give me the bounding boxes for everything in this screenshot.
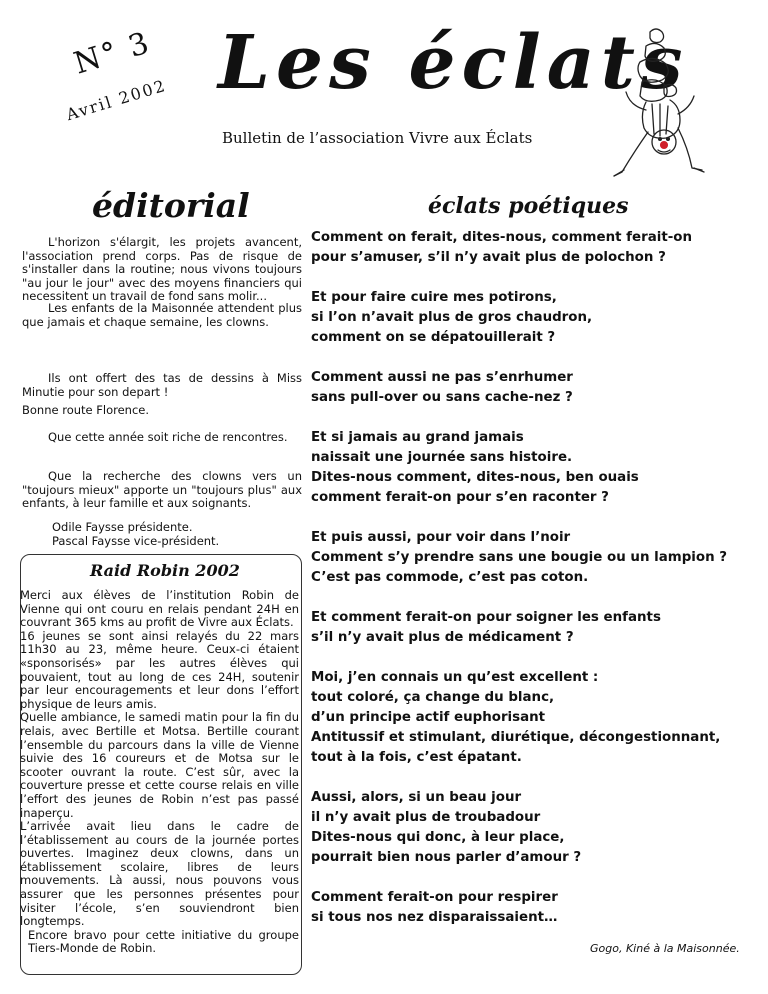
poem-line: tout coloré, ça change du blanc, <box>311 690 555 705</box>
poem-line: d’un principe actif euphorisant <box>311 710 546 725</box>
poem-line: Et comment ferait-on pour soigner les enfants <box>311 610 661 625</box>
raid-paragraph: Merci aux élèves de l’institution Robin de Vienne qui ont couru en relais pendant 24H en couvrant 365 kms au profit de Vivre aux Éclats. <box>20 588 299 630</box>
poem-line: s’il n’y avait plus de médicament ? <box>311 630 574 645</box>
editorial-paragraph: Que la recherche des clowns vers un "toujours mieux" apporte un "toujours plus" aux enfants, à leur famille et aux soignants. <box>22 469 302 511</box>
masthead-title: Les éclats <box>218 20 689 106</box>
clown-illustration <box>602 24 714 194</box>
poem-line: Comment aussi ne pas s’enrhumer <box>311 370 573 385</box>
editorial-heading: éditorial <box>92 186 250 225</box>
poem-stanza <box>311 228 761 268</box>
raid-paragraph: 16 jeunes se sont ainsi relayés du 22 mars 11h30 au 23, même heure. Ceux-ci étaient «sponsorisés» par les autres élèves qui pouvaient, tout au long de ces 24H, soutenir par leur encouragements et leur dons l’effort physique de leurs amis. <box>20 628 299 711</box>
poem-stanza <box>311 428 761 508</box>
poem-line: C’est pas commode, c’est pas coton. <box>311 570 589 585</box>
poem-stanza <box>311 608 761 648</box>
poem-line: Dites-nous qui donc, à leur place, <box>311 830 565 845</box>
poem-line: comment ferait-on pour s’en raconter ? <box>311 490 609 505</box>
issue-date: Avril 2002 <box>64 75 169 125</box>
raid-paragraph: Encore bravo pour cette initiative du groupe Tiers-Monde de Robin. <box>28 927 299 956</box>
poem-line: comment on se dépatouillerait ? <box>311 330 556 345</box>
poem-line: Comment on ferait, dites-nous, comment ferait-on <box>311 230 693 245</box>
poem-line: sans pull-over ou sans cache-nez ? <box>311 390 573 405</box>
poem-line: si l’on n’avait plus de gros chaudron, <box>311 310 593 325</box>
poem-line: pour s’amuser, s’il n’y avait plus de polochon ? <box>311 250 666 265</box>
poem-stanza <box>311 788 761 868</box>
poem-line: il n’y avait plus de troubadour <box>311 810 541 825</box>
editorial-paragraph: L'horizon s'élargit, les projets avancent, l'association prend corps. Pas de risque de s'installer dans la routine; nous vivons toujours "au jour le jour" avec des moyens financiers qui necessitent un travail de fond sans molir... <box>22 235 302 304</box>
poem-line: si tous nos nez disparaissaient… <box>311 910 558 925</box>
signature-line: Odile Faysse présidente. <box>52 520 193 534</box>
raid-paragraph: L’arrivée avait lieu dans le cadre de l’établissement au cours de la journée portes ouvertes. Imaginez deux clowns, dans un établissement scolaire, libres de leurs mouvements. Là aussi, nous pouvons vous assurer que les personnes présentes pour visiter l’école, s’en souviendront bien longtemps. <box>20 819 299 929</box>
poem-line: Aussi, alors, si un beau jour <box>311 790 522 805</box>
editorial-paragraph: Bonne route Florence. <box>22 403 150 417</box>
poem-line: Comment ferait-on pour respirer <box>311 890 558 905</box>
poem-line: Et puis aussi, pour voir dans l’noir <box>311 530 571 545</box>
poems-heading: éclats poétiques <box>428 193 629 219</box>
raid-robin-article <box>20 589 299 956</box>
editorial-paragraph: Ils ont offert des tas de dessins à Miss Minutie pour son depart ! <box>22 371 302 399</box>
poem-line: Antitussif et stimulant, diurétique, décongestionnant, <box>311 730 721 745</box>
poem-line: tout à la fois, c’est épatant. <box>311 750 522 765</box>
poem-attribution: Gogo, Kiné à la Maisonnée. <box>590 942 740 955</box>
raid-robin-heading: Raid Robin 2002 <box>90 561 240 580</box>
poem-line: Moi, j’en connais un qu’est excellent : <box>311 670 599 685</box>
editorial-signature <box>52 521 219 548</box>
poem-line: Et pour faire cuire mes potirons, <box>311 290 557 305</box>
editorial-paragraph: Les enfants de la Maisonnée attendent plus que jamais et chaque semaine, les clowns. <box>22 301 302 329</box>
raid-paragraph: Quelle ambiance, le samedi matin pour la fin du relais, avec Bertille et Motsa. Bertille courant l’ensemble du parcours dans la ville de Vienne suivie des 16 coureurs et de Motsa sur le scooter ouvrant la route. C’est sûr, avec la couverture presse et cette course relais en ville l’effort des jeunes de Robin n’est pas passé inaperçu. <box>20 710 299 820</box>
editorial-paragraph: Que cette année soit riche de rencontres. <box>48 430 288 444</box>
poem <box>311 228 761 948</box>
issue-number: N° 3 <box>70 25 155 82</box>
poem-stanza <box>311 668 761 768</box>
poem-line: Dites-nous comment, dites-nous, ben ouais <box>311 470 639 485</box>
poem-line: pourrait bien nous parler d’amour ? <box>311 850 582 865</box>
signature-line: Pascal Faysse vice-président. <box>52 533 220 548</box>
poem-stanza <box>311 368 761 408</box>
masthead-subtitle: Bulletin de l’association Vivre aux Éclats <box>222 129 533 147</box>
poem-line: Et si jamais au grand jamais <box>311 430 524 445</box>
poem-stanza <box>311 288 761 348</box>
poem-line: Comment s’y prendre sans une bougie ou un lampion ? <box>311 550 728 565</box>
poem-stanza <box>311 888 761 928</box>
poem-stanza <box>311 528 761 588</box>
poem-line: naissait une journée sans histoire. <box>311 450 573 465</box>
